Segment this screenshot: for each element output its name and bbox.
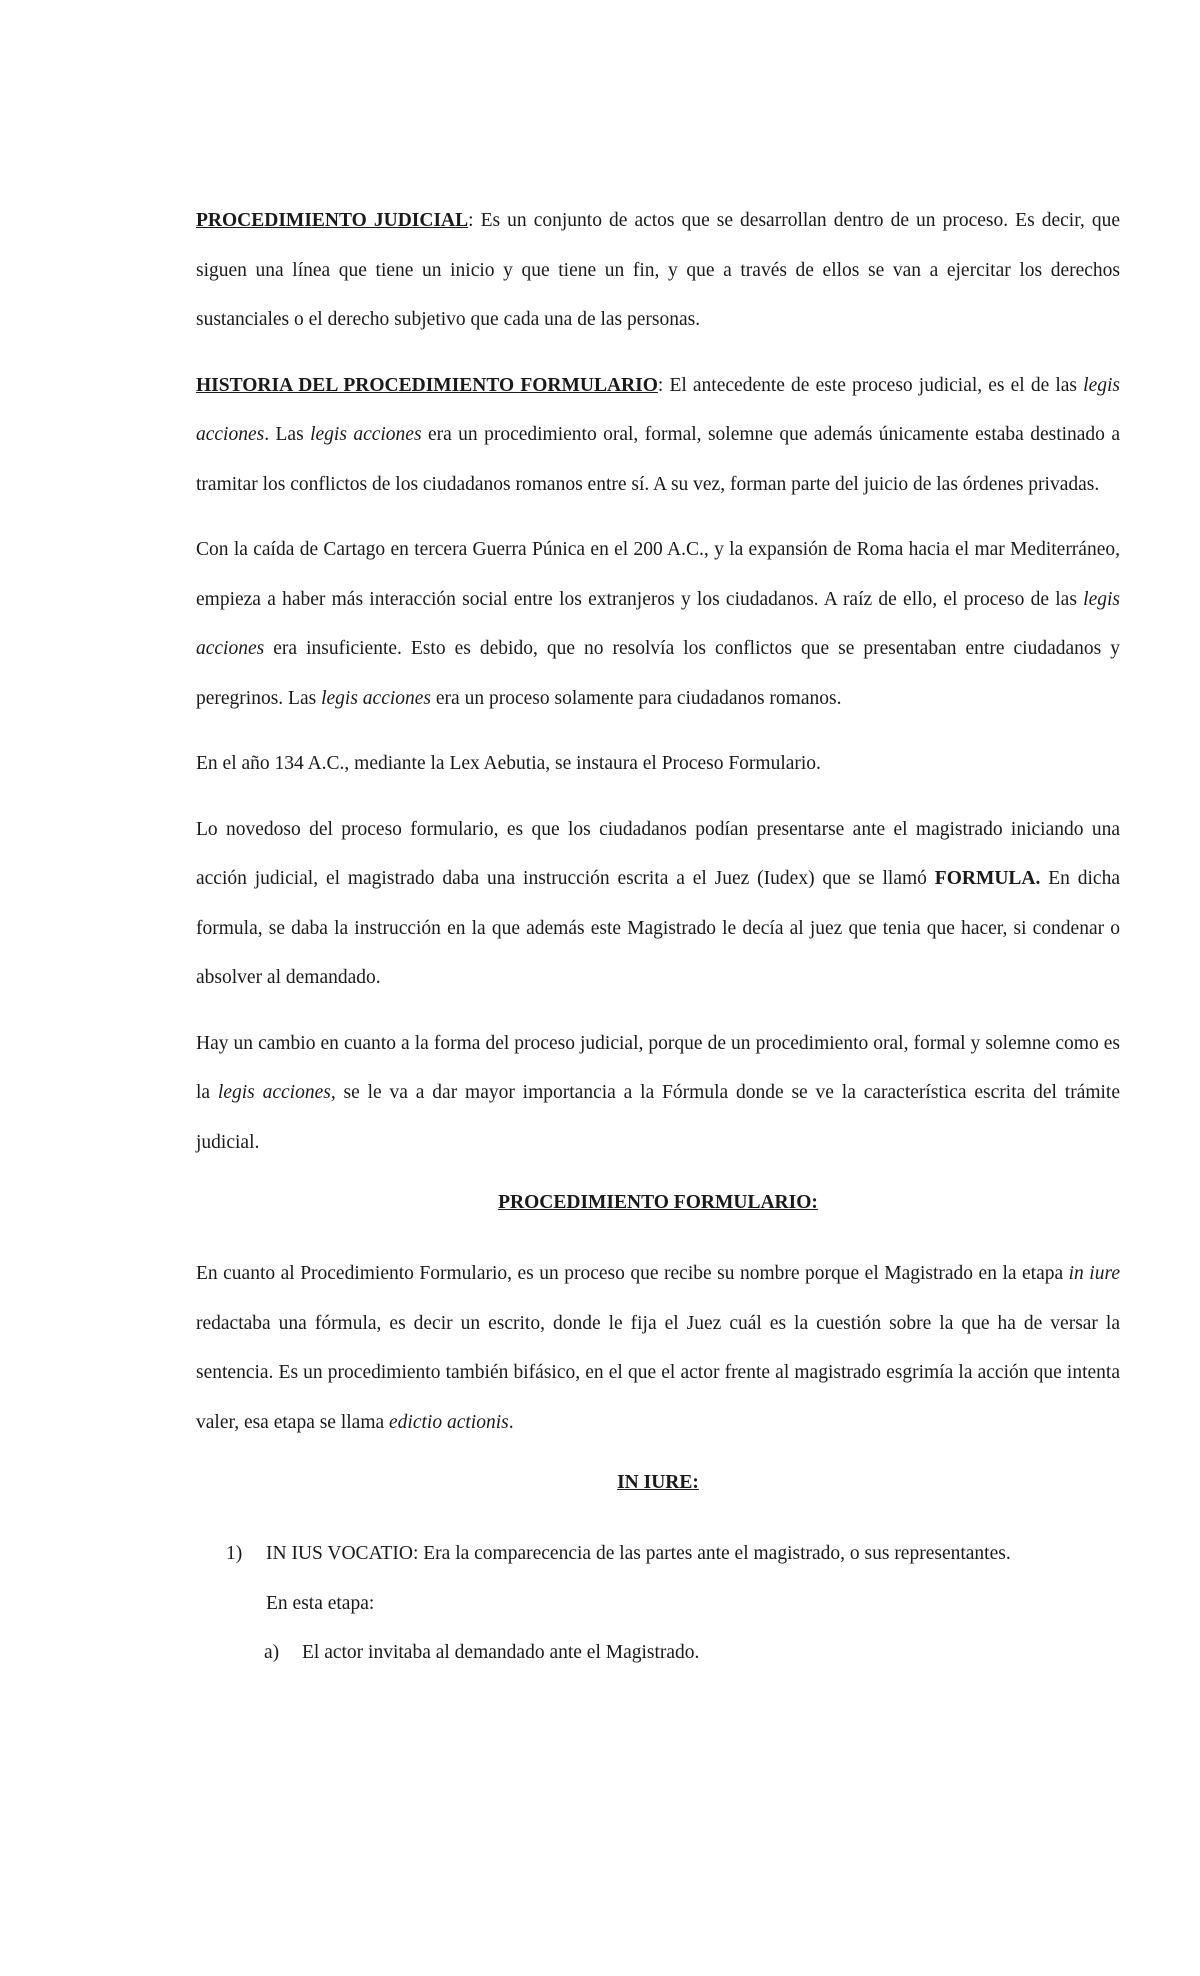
text-segment: : El antecedente de este proceso judicial, es el de las — [657, 374, 1084, 396]
paragraph-procedimiento-formulario — [196, 1249, 1120, 1447]
list-item-in-ius-vocatio — [196, 1529, 1120, 1579]
text-segment: . Las — [264, 424, 311, 445]
paragraph-historia — [196, 361, 1120, 510]
paragraph-text: : Es un conjunto de actos que se desarrollan dentro de un proceso. Es decir, que siguen una línea que tiene un inicio y que tiene un fin, y que a través de ellos se van a ejercitar los derechos sustanciales o el derecho subjetivo que cada una de las personas. — [196, 210, 1120, 330]
sublist-item-text: El actor invitaba al demandado ante el Magistrado. — [302, 1642, 700, 1663]
heading-in-iure: IN IURE: — [617, 1472, 699, 1493]
italic-term: edictio actionis — [389, 1411, 509, 1433]
text-segment: , se le va a dar mayor importancia a la Fórmula donde se ve la característica escrita del trámite judicial. — [196, 1082, 1121, 1153]
list-number: 1) — [226, 1543, 243, 1564]
italic-term: legis acciones — [310, 424, 422, 445]
italic-term: legis acciones — [196, 374, 1120, 445]
text-segment: era insuficiente. Esto es debido, que no resolvía los conflictos que se presentaban entre ciudadanos y peregrinos. Las — [196, 638, 1120, 709]
paragraph-novedoso — [196, 805, 1120, 1003]
paragraph-text: En el año 134 A.C., mediante la Lex Aebutia, se instaura el Proceso Formulario. — [196, 753, 821, 774]
text-segment: era un proceso solamente para ciudadanos romanos. — [431, 687, 842, 709]
text-segment: . — [508, 1411, 514, 1433]
heading-historia: HISTORIA DEL PROCEDIMIENTO FORMULARIO — [196, 374, 658, 396]
paragraph-cambio — [196, 1019, 1120, 1168]
list-item-text: IN IUS VOCATIO: Era la comparecencia de las partes ante el magistrado, o sus representantes. — [266, 1543, 1011, 1564]
sublist-letter: a) — [264, 1642, 280, 1663]
italic-term: legis acciones — [217, 1082, 331, 1103]
text-segment: En dicha formula, se daba la instrucción en la que además este Magistrado le decía al juez que tenia que hacer, si condenar o absolver al demandado. — [196, 868, 1120, 988]
italic-term: legis acciones — [321, 687, 432, 709]
paragraph-cartago — [196, 525, 1120, 723]
document-page — [196, 196, 1120, 1678]
text-segment: Con la caída de Cartago en tercera Guerra Púnica en el 200 A.C., y la expansión de Roma hacia el mar Mediterráneo, empieza a haber más interacción social entre los extranjeros y los ciudadanos. A raíz de ello, el proceso de las — [196, 539, 1120, 610]
text-segment: En cuanto al Procedimiento Formulario, es un proceso que recibe su nombre porque el Magistrado en la etapa — [196, 1263, 1069, 1284]
text-segment: Hay un cambio en cuanto a la forma del proceso judicial, porque de un procedimiento oral, formal y solemne como es la — [196, 1032, 1120, 1103]
paragraph-procedimiento-judicial — [196, 196, 1120, 345]
bold-term: FORMULA. — [934, 868, 1041, 889]
text-segment: era un procedimiento oral, formal, solemne que además únicamente estaba destinado a tramitar los conflictos de los ciudadanos romanos entre sí. A su vez, forman parte del juicio de las órdenes privadas. — [196, 424, 1120, 495]
list-item-subtext: En esta etapa: — [266, 1592, 375, 1614]
italic-term: legis acciones — [196, 588, 1120, 659]
italic-term: in iure — [1068, 1263, 1120, 1284]
heading-procedimiento-formulario: PROCEDIMIENTO FORMULARIO: — [498, 1192, 818, 1213]
heading-procedimiento-judicial: PROCEDIMIENTO JUDICIAL — [196, 210, 469, 231]
text-segment: redactaba una fórmula, es decir un escrito, donde le fija el Juez cuál es la cuestión sobre la que ha de versar la sentencia. Es un procedimiento también bifásico, en el que el actor frente al magistrado esgrimía la acción que intenta valer, esa etapa se llama — [196, 1312, 1120, 1433]
paragraph-lex-aebutia — [196, 739, 1120, 789]
sublist-item-a — [196, 1628, 1120, 1678]
text-segment: Lo novedoso del proceso formulario, es que los ciudadanos podían presentarse ante el magistrado iniciando una acción judicial, el magistrado daba una instrucción escrita a el Juez (Iudex) que se llamó — [196, 818, 1120, 889]
